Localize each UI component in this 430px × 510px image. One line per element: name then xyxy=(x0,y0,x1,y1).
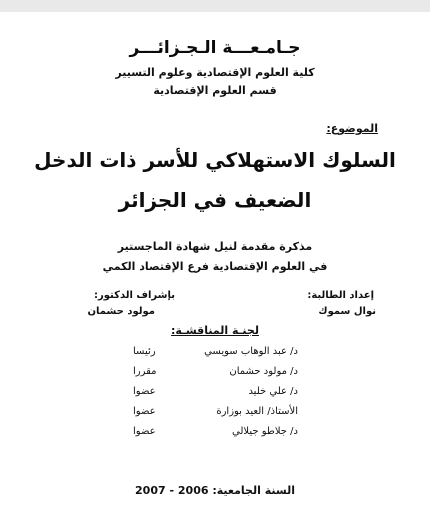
committee-member xyxy=(133,386,298,402)
committee-member xyxy=(133,406,298,422)
committee-label: لجنـة المناقشـة: xyxy=(171,324,259,337)
member-name: د/ عبد الوهاب سويسي xyxy=(204,346,298,357)
member-name: د/ جلاطو جيلالي xyxy=(231,426,298,437)
member-name: د/ علي خليد xyxy=(248,386,298,397)
document-page xyxy=(0,12,430,510)
supervisor-name: مولود حشمان xyxy=(87,306,155,317)
subject-label: الموضوع: xyxy=(326,122,378,135)
university-name: جـامـعـــة الـجـزائـــر xyxy=(129,38,301,58)
member-role: عضوا xyxy=(133,406,156,417)
faculty-name: كلية العلوم الإقتصادية وعلوم التسيير xyxy=(115,66,315,79)
member-role: مقررا xyxy=(133,366,157,377)
academic-year: السنة الجامعية: 2006 - 2007 xyxy=(135,484,295,497)
thesis-title-line-2: الضعيف في الجزائر xyxy=(118,188,312,212)
member-name: الأستاذ/ العيد بوزارة xyxy=(216,406,298,417)
student-name: نوال سموك xyxy=(318,306,376,317)
department-name: قسم العلوم الإقتصادية xyxy=(153,84,277,97)
student-label: إعداد الطالبة: xyxy=(307,290,374,301)
member-name: د/ مولود حشمان xyxy=(229,366,298,377)
thesis-title-line-1: السلوك الاستهلاكي للأسر ذات الدخل xyxy=(34,148,396,172)
memo-line-2: في العلوم الإقتصادية فرع الإقتصاد الكمي xyxy=(102,260,328,273)
member-role: رئيسا xyxy=(133,346,156,357)
committee-member xyxy=(133,346,298,362)
committee-member xyxy=(133,426,298,442)
supervisor-label: بإشراف الدكتور: xyxy=(94,290,175,301)
member-role: عضوا xyxy=(133,426,156,437)
memo-line-1: مذكرة مقدمة لنيل شهادة الماجستير xyxy=(117,240,313,253)
member-role: عضوا xyxy=(133,386,156,397)
committee-member xyxy=(133,366,298,382)
